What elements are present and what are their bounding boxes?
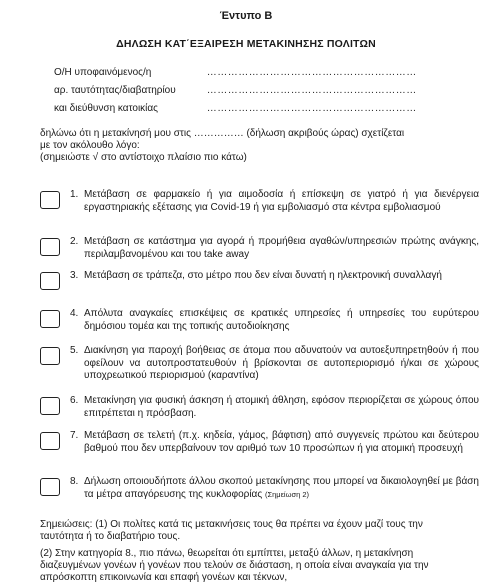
option-note: (Σημείωση 2) xyxy=(264,489,309,499)
option-text: Μετάβαση σε φαρμακείο ή για αιμοδοσία ή επίσκεψη σε γιατρό ή για διενέργεια εργαστηριακής εξέτασης για Covid-19 ή για εμβολιασμό στα κέντρα εμβολιασμού xyxy=(84,189,479,213)
intro-text xyxy=(40,128,450,164)
field-blank[interactable]: …………………………………………………… xyxy=(206,67,417,78)
option-checkbox[interactable] xyxy=(40,191,60,209)
notes-1: Σημειώσεις: (1) Οι πολίτες κατά τις μετακινήσεις τους θα πρέπει να έχουν μαζί τους την ταυτότητα ή το διαβατήριο τους. xyxy=(40,519,423,542)
field-label: αρ. ταυτότητας/διαβατηρίου xyxy=(54,85,176,96)
option-checkbox[interactable] xyxy=(40,432,60,450)
option-number: 1. xyxy=(70,189,79,200)
option-number: 8. xyxy=(70,476,79,487)
option-text: Απόλυτα αναγκαίες επισκέψεις σε κρατικές υπηρεσίες ή υπηρεσίες του ευρύτερου δημόσιου τομέα και της τοπικής αυτοδιοίκησης xyxy=(84,308,479,332)
field-label: Ο/Η υποφαινόμενος/η xyxy=(54,67,152,78)
option-number: 3. xyxy=(70,270,79,281)
option-number: 2. xyxy=(70,236,79,247)
option-number: 7. xyxy=(70,430,79,441)
option-checkbox[interactable] xyxy=(40,478,60,496)
field-blank[interactable]: …………………………………………………… xyxy=(206,103,417,114)
notes-2: (2) Στην κατηγορία 8., πιο πάνω, θεωρείται ότι εμπίπτει, μεταξύ άλλων, η μετακίνηση διαζευγμένων γονέων ή γονέων που τελούν σε διάσταση, η οποία είναι αναγκαία για την απρόσκοπτη επικοινωνία και επαφή γονέων και τέκνων, xyxy=(40,548,429,583)
option-checkbox[interactable] xyxy=(40,310,60,328)
option-text: Μετάβαση σε τράπεζα, στο μέτρο που δεν είναι δυνατή η ηλεκτρονική συναλλαγή xyxy=(84,270,442,281)
document-title: ΔΗΛΩΣΗ ΚΑΤ΄ΕΞΑΙΡΕΣΗ ΜΕΤΑΚΙΝΗΣΗΣ ΠΟΛΙΤΩΝ xyxy=(116,38,376,50)
option-text: Μετακίνηση για φυσική άσκηση ή ατομική άθληση, εφόσον περιορίζεται σε χώρους όπου επιτρέπεται η πρόσβαση. xyxy=(84,395,479,419)
option-text: Μετάβαση σε τελετή (π.χ. κηδεία, γάμος, βάφτιση) από συγγενείς πρώτου και δεύτερου βαθμού που δεν υπερβαίνουν τον αριθμό των 10 προσώπων ή για ατομική προσευχή xyxy=(84,430,479,454)
option-text: Διακίνηση για παροχή βοήθειας σε άτομα που αδυνατούν να αυτοεξυπηρετηθούν ή που οφείλουν να αυτοπροστατευθούν ή βρίσκονται σε αυτοπεριορισμό ή/και σε χώρους υποχρεωτικού περιορισμού (καραντίνα) xyxy=(84,345,479,381)
option-checkbox[interactable] xyxy=(40,347,60,365)
option-number: 6. xyxy=(70,395,79,406)
form-label: Έντυπο Β xyxy=(219,10,273,22)
field-id-number xyxy=(54,85,417,96)
field-address xyxy=(54,103,417,114)
field-declarant xyxy=(54,67,417,78)
option-text: Μετάβαση σε κατάστημα για αγορά ή προμήθεια αγαθών/υπηρεσιών πρώτης ανάγκης, περιλαμβανομένου και του take away xyxy=(84,236,479,260)
intro-line: με τον ακόλουθο λόγο: xyxy=(40,140,140,151)
option-number: 4. xyxy=(70,308,79,319)
option-checkbox[interactable] xyxy=(40,272,60,290)
field-blank[interactable]: …………………………………………………… xyxy=(206,85,417,96)
option-text xyxy=(84,476,479,501)
option-number: 5. xyxy=(70,345,79,356)
field-label: και διεύθυνση κατοικίας xyxy=(54,103,158,114)
option-checkbox[interactable] xyxy=(40,397,60,415)
intro-line: δηλώνω ότι η μετακίνησή μου στις …………… (δήλωση ακριβούς ώρας) σχετίζεται xyxy=(40,128,405,139)
intro-line: (σημειώστε √ στο αντίστοιχο πλαίσιο πιο κάτω) xyxy=(40,152,247,163)
option-text-body: Δήλωση οποιουδήποτε άλλου σκοπού μετακίνησης που μπορεί να δικαιολογηθεί με βάση τα μέτρα απαγόρευσης της κυκλοφορίας xyxy=(84,476,479,500)
option-checkbox[interactable] xyxy=(40,238,60,256)
